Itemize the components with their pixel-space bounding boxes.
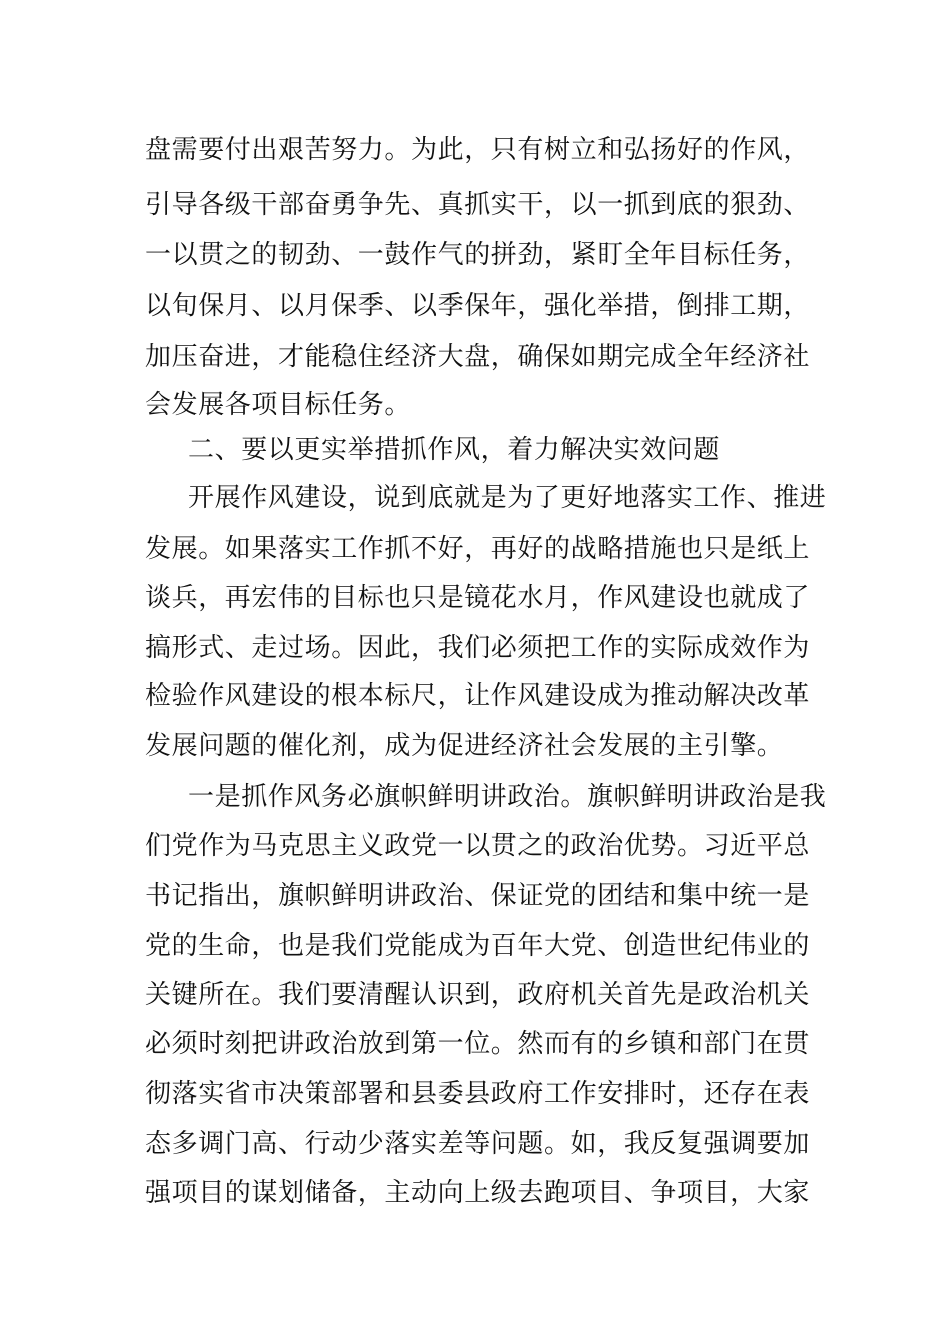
text-line: 开展作风建设，说到底就是为了更好地落实工作、推进 (188, 483, 827, 513)
text-line: 一是抓作风务必旗帜鲜明讲政治。旗帜鲜明讲政治是我 (188, 782, 827, 812)
text-line: 盘需要付出艰苦努力。为此，只有树立和弘扬好的作风， (145, 135, 811, 165)
text-line: 态多调门高、行动少落实差等问题。如，我反复强调要加 (145, 1129, 811, 1159)
text-line: 彻落实省市决策部署和县委县政府工作安排时，还存在表 (145, 1079, 811, 1109)
text-line: 们党作为马克思主义政党一以贯之的政治优势。习近平总 (145, 831, 811, 861)
text-line: 关键所在。我们要清醒认识到，政府机关首先是政治机关 (145, 980, 811, 1010)
text-line: 检验作风建设的根本标尺，让作风建设成为推动解决改革 (145, 681, 811, 711)
text-line: 一以贯之的韧劲、一鼓作气的拼劲，紧盯全年目标任务， (145, 240, 811, 270)
text-line: 书记指出，旗帜鲜明讲政治、保证党的团结和集中统一是 (145, 881, 811, 911)
text-line: 加压奋进，才能稳住经济大盘，确保如期完成全年经济社 (145, 342, 811, 372)
text-line: 发展。如果落实工作抓不好，再好的战略措施也只是纸上 (145, 534, 811, 564)
text-line: 强项目的谋划储备，主动向上级去跑项目、争项目，大家 (145, 1178, 811, 1208)
text-line: 谈兵，再宏伟的目标也只是镜花水月，作风建设也就成了 (145, 583, 811, 613)
text-line: 搞形式、走过场。因此，我们必须把工作的实际成效作为 (145, 633, 811, 663)
text-line: 发展问题的催化剂，成为促进经济社会发展的主引擎。 (145, 731, 784, 761)
text-line: 党的生命，也是我们党能成为百年大党、创造世纪伟业的 (145, 931, 811, 961)
text-line: 必须时刻把讲政治放到第一位。然而有的乡镇和部门在贯 (145, 1029, 811, 1059)
text-line: 引导各级干部奋勇争先、真抓实干，以一抓到底的狠劲、 (145, 190, 811, 220)
section-heading: 二、要以更实举措抓作风，着力解决实效问题 (188, 435, 721, 465)
text-line: 会发展各项目标任务。 (145, 390, 412, 420)
text-line: 以旬保月、以月保季、以季保年，强化举措，倒排工期， (145, 291, 811, 321)
